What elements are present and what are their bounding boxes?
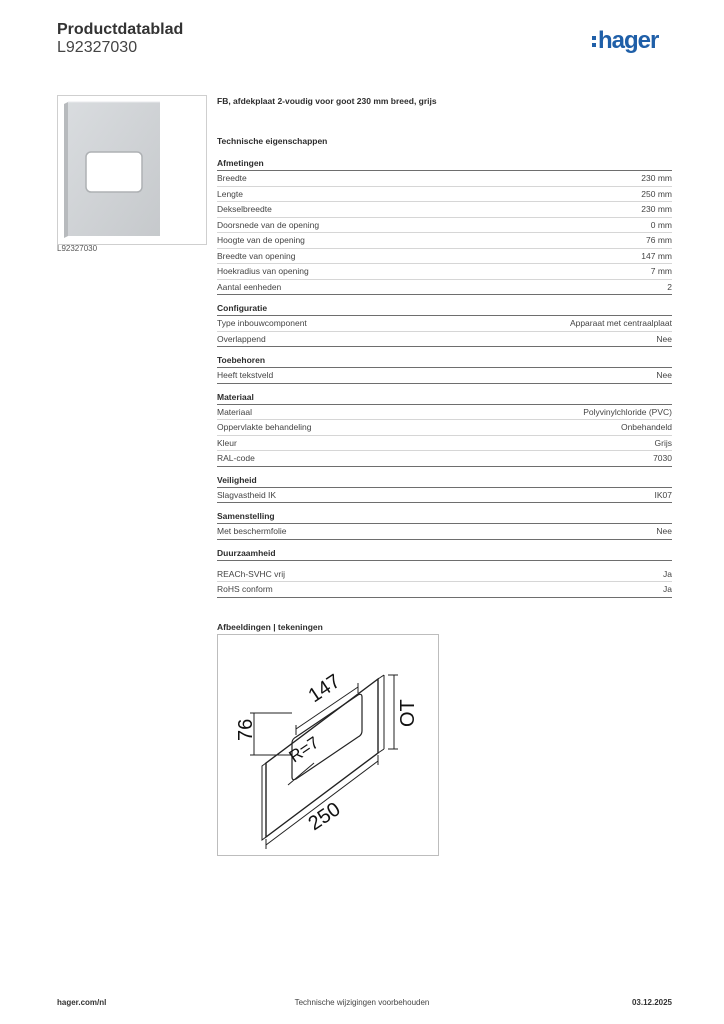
- dim-length-label: 250: [304, 798, 345, 836]
- dim-width-label: 147: [304, 670, 345, 708]
- product-reference: L92327030: [57, 39, 138, 56]
- spec-row: [217, 567, 672, 583]
- spec-value: 147 mm: [641, 250, 672, 261]
- spec-section: [217, 547, 672, 598]
- spec-row: [217, 171, 672, 187]
- spec-value: IK07: [654, 489, 672, 500]
- spec-label: Met beschermfolie: [217, 526, 287, 536]
- logo-dots-icon: [592, 36, 596, 47]
- spec-row: [217, 187, 672, 203]
- technical-drawing: [217, 634, 439, 856]
- spec-label: Heeft tekstveld: [217, 370, 274, 380]
- spec-label: Kleur: [217, 437, 237, 448]
- spec-value: 0 mm: [650, 219, 672, 230]
- spec-label: Slagvastheid IK: [217, 489, 277, 500]
- section-title: Toebehoren: [217, 354, 672, 368]
- hager-logo[interactable]: [592, 26, 658, 56]
- spec-section: [217, 354, 672, 384]
- spec-row: [217, 332, 672, 348]
- dim-radius-label: R=7: [285, 732, 323, 767]
- section-title: Duurzaamheid: [217, 547, 672, 561]
- spec-row: [217, 524, 672, 540]
- spec-label: Overlappend: [217, 333, 266, 344]
- spec-label: Hoekradius van opening: [217, 266, 309, 276]
- spec-sections: [217, 157, 672, 598]
- spec-row: [217, 218, 672, 234]
- spec-label: Materiaal: [217, 406, 252, 417]
- spec-value: Nee: [656, 526, 672, 536]
- footer-date: 03.12.2025: [631, 998, 672, 1007]
- spec-value: Apparaat met centraalplaat: [569, 318, 672, 328]
- spec-row: [217, 436, 672, 452]
- spec-label: RAL-code: [217, 453, 255, 463]
- spec-row: [217, 264, 672, 280]
- section-title: Materiaal: [217, 391, 672, 405]
- document-title: Productdatablad: [57, 21, 184, 38]
- spec-row: [217, 280, 672, 296]
- specs-content: [217, 95, 672, 634]
- spec-value: 230 mm: [641, 204, 672, 214]
- spec-section: [217, 391, 672, 467]
- spec-value: Nee: [656, 370, 672, 380]
- spec-row: [217, 488, 672, 504]
- spec-label: Aantal eenheden: [217, 281, 282, 292]
- spec-label: REACh-SVHC vrij: [217, 568, 286, 579]
- spec-value: Onbehandeld: [620, 422, 672, 432]
- spec-row: [217, 249, 672, 265]
- spec-value: 250 mm: [641, 188, 672, 199]
- spec-value: Nee: [656, 333, 672, 344]
- spec-label: Doorsnede van de opening: [217, 219, 320, 230]
- spec-label: Breedte van opening: [217, 250, 296, 261]
- spec-label: RoHS conform: [217, 584, 273, 594]
- spec-section: [217, 302, 672, 347]
- spec-label: Hoogte van de opening: [217, 235, 305, 245]
- section-title: Veiligheid: [217, 474, 672, 488]
- section-title: Afmetingen: [217, 157, 672, 171]
- spec-row: [217, 316, 672, 332]
- product-description: FB, afdekplaat 2-voudig voor goot 230 mm breed, grijs: [217, 96, 437, 106]
- drawing-svg: [218, 635, 438, 855]
- spec-value: 7030: [653, 453, 672, 463]
- spec-row: [217, 405, 672, 421]
- dim-height-label: 76: [235, 718, 257, 741]
- product-photo: [57, 95, 207, 245]
- spec-value: 2: [667, 281, 672, 292]
- spec-row: [217, 451, 672, 467]
- footer-disclaimer: Technische wijzigingen voorbehouden: [294, 998, 430, 1007]
- spec-row: [217, 420, 672, 436]
- spec-value: 76 mm: [646, 235, 672, 245]
- spec-row: [217, 233, 672, 249]
- cover-plate-image: [58, 96, 206, 244]
- spec-row: [217, 368, 672, 384]
- spec-value: Ja: [663, 568, 672, 579]
- spec-label: Type inbouwcomponent: [217, 318, 307, 328]
- spec-label: Dekselbreedte: [217, 204, 272, 214]
- footer-website-link[interactable]: hager.com/nl: [57, 998, 107, 1007]
- section-title: Configuratie: [217, 302, 672, 316]
- logo-text: hager: [598, 27, 659, 54]
- spec-label: Oppervlakte behandeling: [217, 422, 312, 432]
- spec-section: [217, 157, 672, 295]
- spec-value: Ja: [663, 584, 672, 594]
- spec-row: [217, 202, 672, 218]
- spec-row: [217, 582, 672, 598]
- images-heading: Afbeeldingen | tekeningen: [217, 621, 323, 632]
- spec-value: 230 mm: [641, 173, 672, 183]
- spec-section: [217, 474, 672, 504]
- photo-caption: L92327030: [57, 244, 98, 253]
- spec-label: Breedte: [217, 173, 247, 183]
- section-title: Samenstelling: [217, 510, 672, 524]
- spec-value: 7 mm: [650, 266, 672, 276]
- spec-value: Grijs: [654, 437, 672, 448]
- spec-label: Lengte: [217, 188, 243, 199]
- tech-properties-heading: Technische eigenschappen: [217, 136, 328, 146]
- spec-value: Polyvinylchloride (PVC): [583, 406, 672, 417]
- spec-section: [217, 510, 672, 540]
- dim-ot-label: OT: [397, 699, 419, 727]
